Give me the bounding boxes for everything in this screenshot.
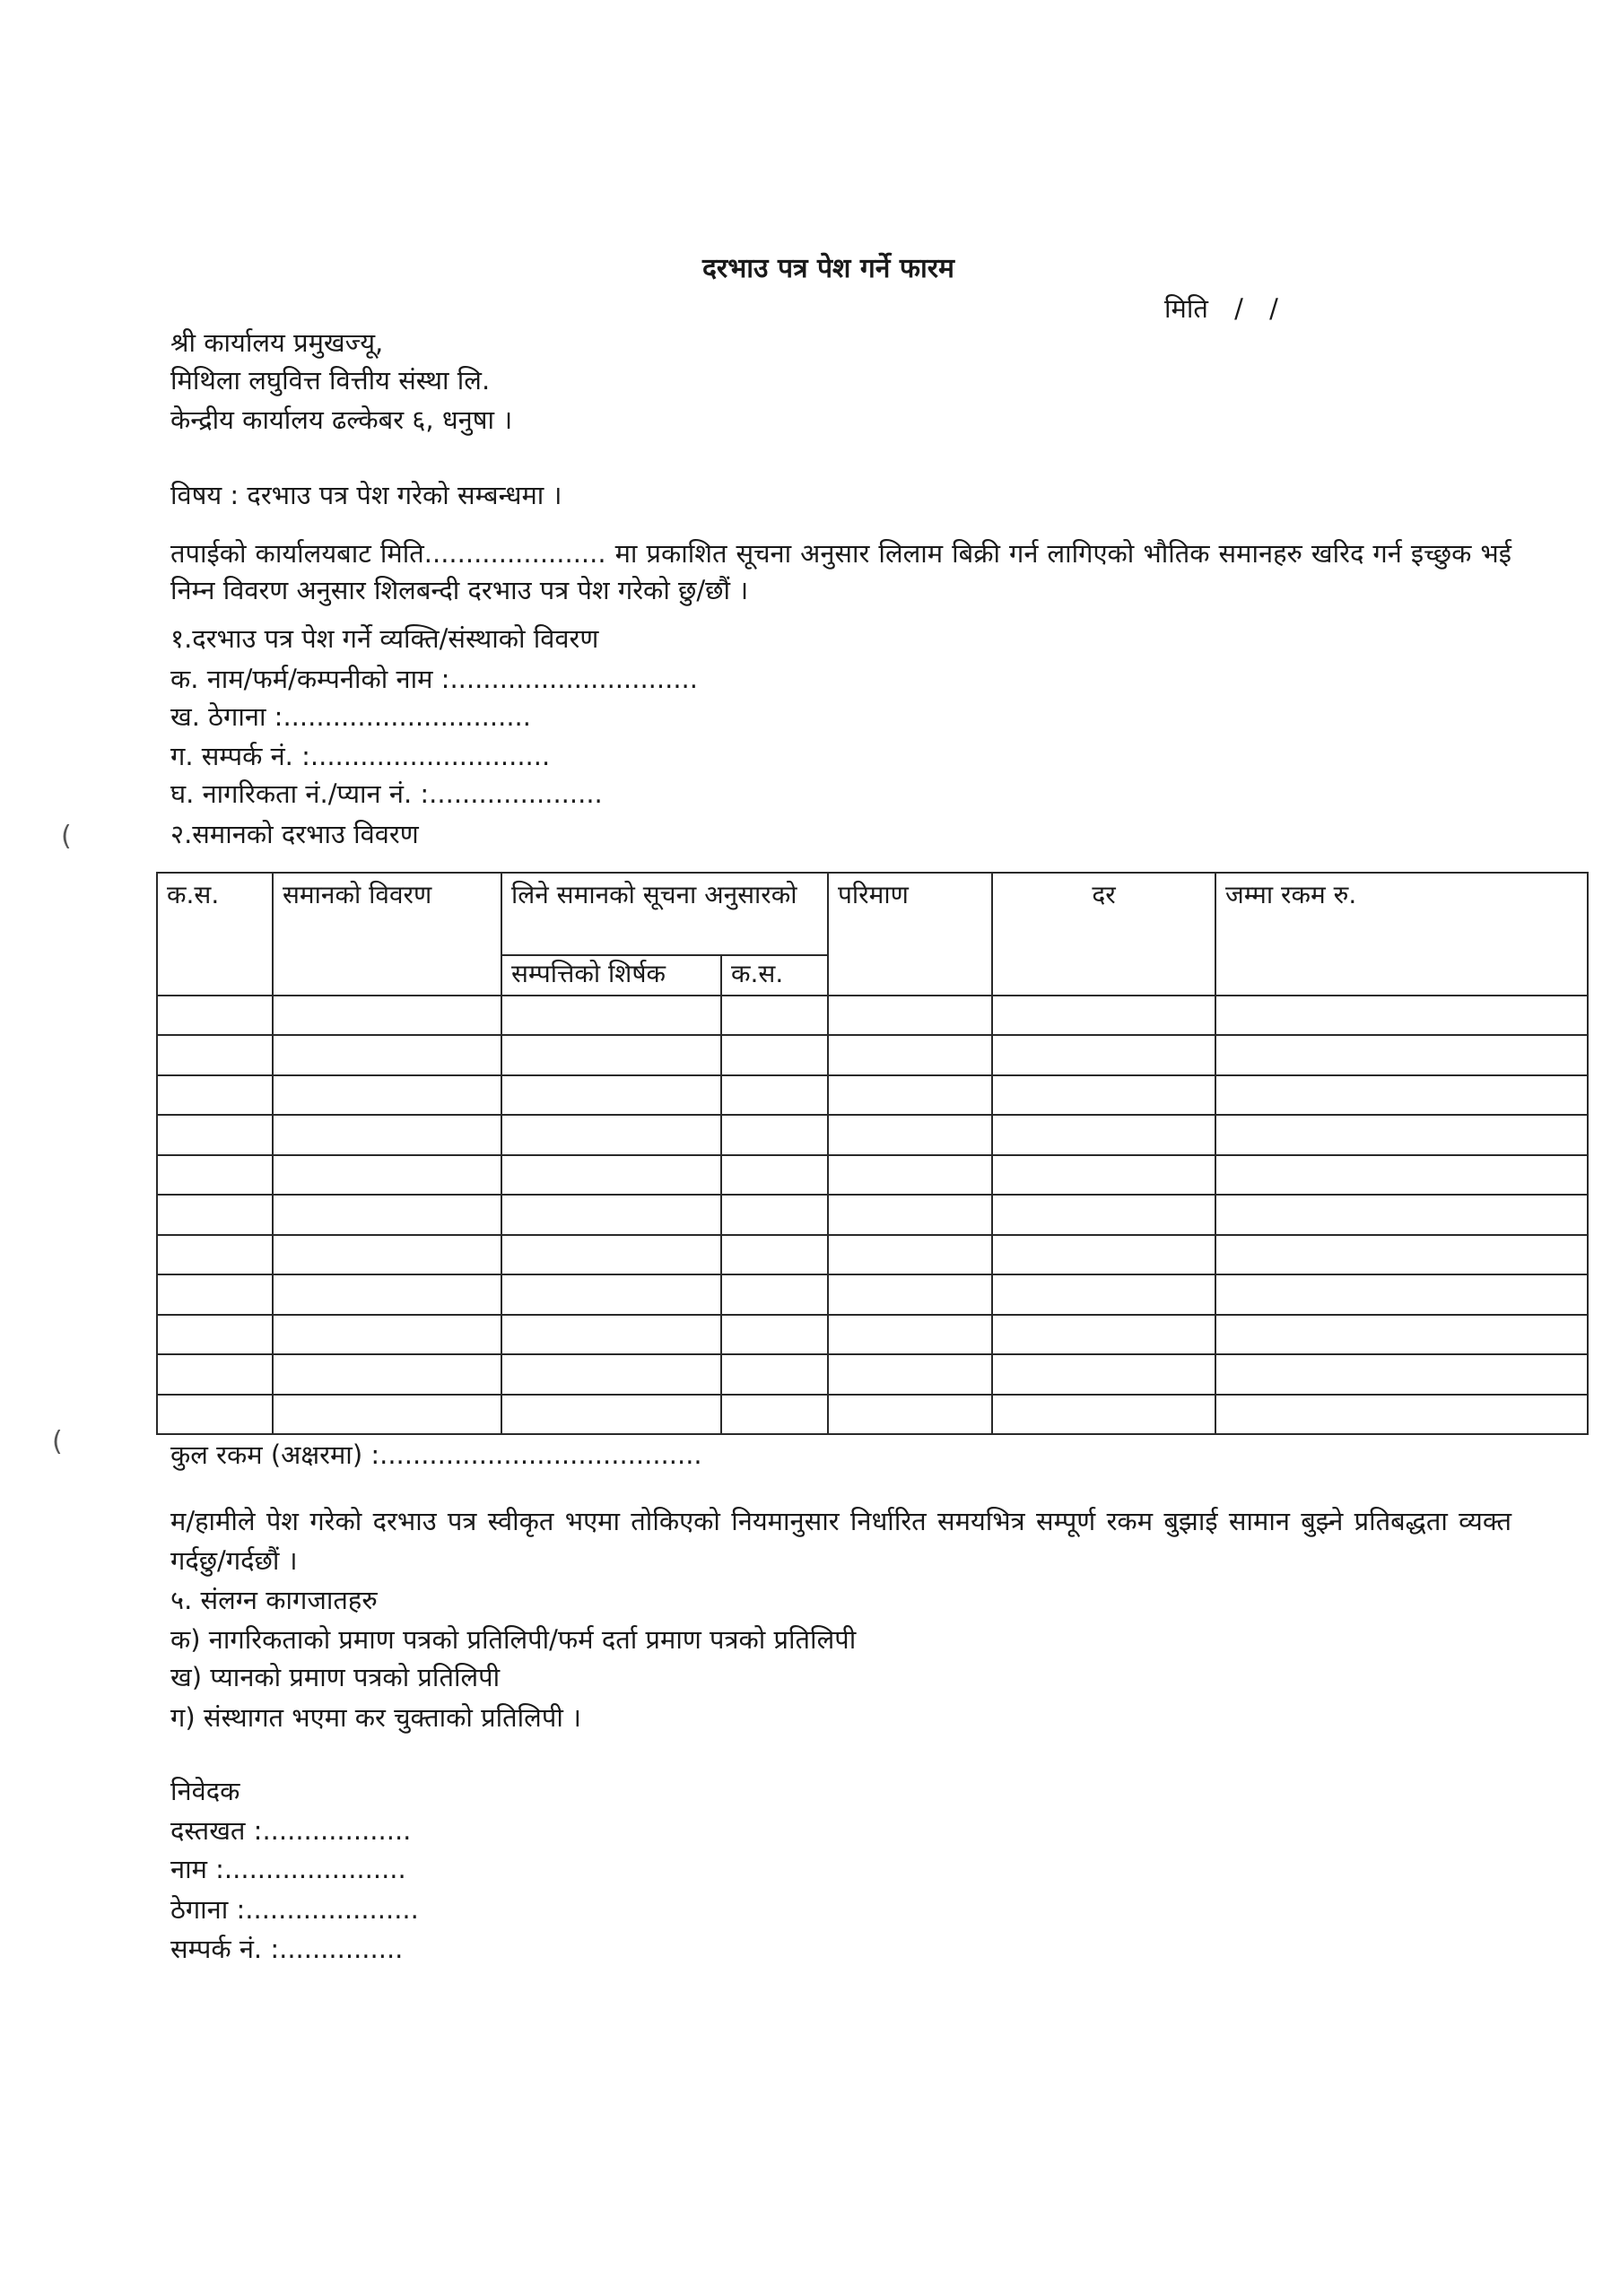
field-citizenship-pan[interactable]: घ. नागरिकता नं./प्यान नं. :..................... <box>170 778 603 809</box>
table-cell[interactable] <box>721 1395 828 1434</box>
header-quantity: परिमाण <box>828 873 992 996</box>
header-asset-title: सम्पत्तिको शिर्षक <box>501 955 721 996</box>
scan-mark: ( <box>61 821 72 852</box>
table-cell[interactable] <box>501 1035 721 1074</box>
table-cell[interactable] <box>501 1274 721 1314</box>
table-row <box>157 1395 1588 1434</box>
table-cell[interactable] <box>992 996 1215 1035</box>
scan-mark: ( <box>52 1426 63 1457</box>
table-cell[interactable] <box>157 1354 273 1394</box>
table-cell[interactable] <box>992 1155 1215 1195</box>
table-cell[interactable] <box>273 1354 501 1394</box>
table-cell[interactable] <box>1215 1235 1588 1274</box>
table-cell[interactable] <box>828 1354 992 1394</box>
addressee-line-1: श्री कार्यालय प्रमुखज्यू, <box>170 327 384 358</box>
table-row <box>157 1035 1588 1074</box>
table-row <box>157 1195 1588 1234</box>
table-cell[interactable] <box>1215 1195 1588 1234</box>
table-cell[interactable] <box>992 1235 1215 1274</box>
subject-line: विषय : दरभाउ पत्र पेश गरेको सम्बन्धमा । <box>170 480 562 510</box>
table-cell[interactable] <box>157 1395 273 1434</box>
table-cell[interactable] <box>828 1035 992 1074</box>
total-in-words[interactable]: कुल रकम (अक्षरमा) :....................................... <box>170 1439 702 1470</box>
table-row <box>157 1115 1588 1154</box>
addressee-line-2: मिथिला लघुवित्त वित्तीय संस्था लि. <box>170 365 491 396</box>
table-cell[interactable] <box>273 1274 501 1314</box>
table-cell[interactable] <box>721 1075 828 1115</box>
table-cell[interactable] <box>721 1155 828 1195</box>
table-cell[interactable] <box>501 1075 721 1115</box>
table-cell[interactable] <box>721 1315 828 1354</box>
table-cell[interactable] <box>501 1354 721 1394</box>
table-cell[interactable] <box>721 1195 828 1234</box>
table-cell[interactable] <box>828 1195 992 1234</box>
header-serial: क.स. <box>157 873 273 996</box>
table-cell[interactable] <box>273 1075 501 1115</box>
table-cell[interactable] <box>1215 1315 1588 1354</box>
attachment-item: ग) संस्थागत भएमा कर चुक्ताको प्रतिलिपी । <box>170 1702 582 1733</box>
table-cell[interactable] <box>157 1035 273 1074</box>
table-row <box>157 1354 1588 1394</box>
table-cell[interactable] <box>501 1395 721 1434</box>
table-cell[interactable] <box>721 1235 828 1274</box>
header-notice-serial: क.स. <box>721 955 828 996</box>
table-cell[interactable] <box>501 996 721 1035</box>
attachment-item: क) नागरिकताको प्रमाण पत्रको प्रतिलिपी/फर्म दर्ता प्रमाण पत्रको प्रतिलिपी <box>170 1624 857 1655</box>
table-cell[interactable] <box>273 1395 501 1434</box>
applicant-signature[interactable]: दस्तखत :.................. <box>170 1815 412 1846</box>
applicant-contact[interactable]: सम्पर्क नं. :............... <box>170 1934 404 1964</box>
table-cell[interactable] <box>273 1195 501 1234</box>
table-row <box>157 1155 1588 1195</box>
table-cell[interactable] <box>1215 1075 1588 1115</box>
header-description: समानको विवरण <box>273 873 501 996</box>
table-cell[interactable] <box>1215 1395 1588 1434</box>
table-cell[interactable] <box>828 996 992 1035</box>
table-cell[interactable] <box>501 1195 721 1234</box>
header-total: जम्मा रकम रु. <box>1215 873 1588 996</box>
applicant-name[interactable]: नाम :...................... <box>170 1854 406 1884</box>
table-cell[interactable] <box>273 1315 501 1354</box>
table-cell[interactable] <box>992 1195 1215 1234</box>
applicant-address[interactable]: ठेगाना :..................... <box>170 1894 419 1925</box>
table-cell[interactable] <box>157 1235 273 1274</box>
table-cell[interactable] <box>1215 1155 1588 1195</box>
section1-heading: १.दरभाउ पत्र पेश गर्ने व्यक्ति/संस्थाको विवरण <box>170 623 599 654</box>
table-cell[interactable] <box>721 1035 828 1074</box>
table-cell[interactable] <box>828 1075 992 1115</box>
table-cell[interactable] <box>721 1274 828 1314</box>
table-cell[interactable] <box>157 1075 273 1115</box>
table-cell[interactable] <box>828 1315 992 1354</box>
table-cell[interactable] <box>828 1235 992 1274</box>
table-cell[interactable] <box>1215 1354 1588 1394</box>
table-cell[interactable] <box>157 1155 273 1195</box>
table-cell[interactable] <box>1215 996 1588 1035</box>
table-cell[interactable] <box>828 1274 992 1314</box>
table-cell[interactable] <box>501 1315 721 1354</box>
table-cell[interactable] <box>721 996 828 1035</box>
table-cell[interactable] <box>721 1354 828 1394</box>
header-rate: दर <box>992 873 1215 996</box>
table-cell[interactable] <box>1215 1115 1588 1154</box>
table-body <box>157 996 1588 1434</box>
table-cell[interactable] <box>273 1235 501 1274</box>
field-name[interactable]: क. नाम/फर्म/कम्पनीको नाम :.............................. <box>170 664 698 694</box>
addressee-line-3: केन्द्रीय कार्यालय ढल्केबर ६, धनुषा । <box>170 404 513 435</box>
table-cell[interactable] <box>992 1115 1215 1154</box>
table-row <box>157 1235 1588 1274</box>
table-cell[interactable] <box>992 1035 1215 1074</box>
table-cell[interactable] <box>992 1075 1215 1115</box>
bid-table <box>156 872 1589 1435</box>
table-cell[interactable] <box>992 1395 1215 1434</box>
table-row <box>157 1075 1588 1115</box>
table-cell[interactable] <box>1215 1035 1588 1074</box>
commitment-paragraph: म/हामीले पेश गरेको दरभाउ पत्र स्वीकृत भएमा तोकिएको नियमानुसार निर्धारित समयभित्र सम्पूर्ण रकम बुझाई सामान बुझ्ने प्रतिबद्धता व्यक्त गर्दछु/गर्दछौं । <box>170 1506 1511 1576</box>
field-contact[interactable]: ग. सम्पर्क नं. :............................. <box>170 741 551 771</box>
section2-heading: २.समानको दरभाउ विवरण <box>170 819 419 849</box>
table-cell[interactable] <box>828 1155 992 1195</box>
form-title: दरभाउ पत्र पेश गर्ने फारम <box>702 253 954 284</box>
table-cell[interactable] <box>273 996 501 1035</box>
field-address[interactable]: ख. ठेगाना :.............................. <box>170 701 531 732</box>
date-field[interactable]: मिति / / <box>1164 293 1278 324</box>
table-cell[interactable] <box>1215 1274 1588 1314</box>
table-cell[interactable] <box>273 1155 501 1195</box>
table-cell[interactable] <box>721 1115 828 1154</box>
table-cell[interactable] <box>273 1115 501 1154</box>
table-row <box>157 1315 1588 1354</box>
table-cell[interactable] <box>501 1155 721 1195</box>
table-cell[interactable] <box>828 1395 992 1434</box>
table-cell[interactable] <box>501 1115 721 1154</box>
table-cell[interactable] <box>157 1195 273 1234</box>
table-cell[interactable] <box>157 996 273 1035</box>
intro-paragraph: तपाईको कार्यालयबाट मिति...................... मा प्रकाशित सूचना अनुसार लिलाम बिक्री गर्न लागिएको भौतिक समानहरु खरिद गर्न इच्छुक भई निम्न विवरण अनुसार शिलबन्दी दरभाउ पत्र पेश गरेको छु/छौं । <box>170 538 1511 605</box>
attachments-heading: ५. संलग्न कागजातहरु <box>170 1585 378 1615</box>
header-notice-group: लिने समानको सूचना अनुसारको <box>501 873 828 955</box>
table-row <box>157 996 1588 1035</box>
table-cell[interactable] <box>992 1354 1215 1394</box>
table-cell[interactable] <box>157 1115 273 1154</box>
table-cell[interactable] <box>992 1315 1215 1354</box>
table-cell[interactable] <box>501 1235 721 1274</box>
table-cell[interactable] <box>273 1035 501 1074</box>
attachment-item: ख) प्यानको प्रमाण पत्रको प्रतिलिपी <box>170 1662 501 1692</box>
table-cell[interactable] <box>828 1115 992 1154</box>
table-cell[interactable] <box>157 1274 273 1314</box>
applicant-heading: निवेदक <box>170 1776 240 1806</box>
table-cell[interactable] <box>157 1315 273 1354</box>
table-cell[interactable] <box>992 1274 1215 1314</box>
table-row <box>157 1274 1588 1314</box>
